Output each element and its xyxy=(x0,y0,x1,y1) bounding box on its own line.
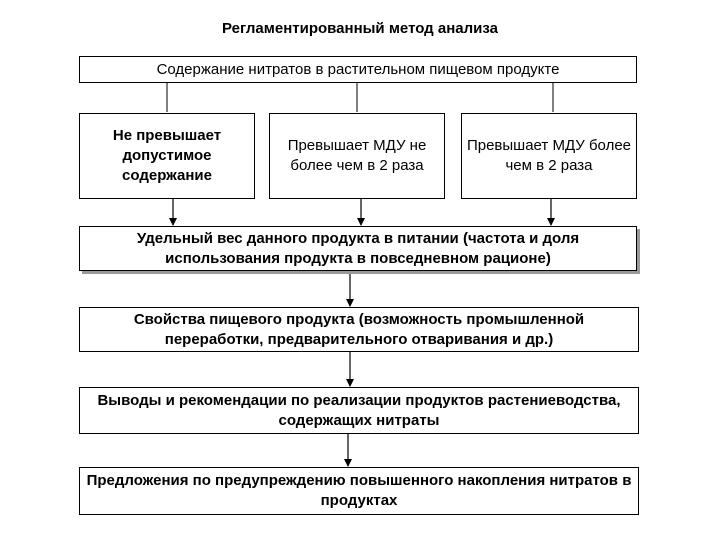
node-conclusions: Выводы и рекомендации по реализации продуктов растениеводства, содержащих нитраты xyxy=(79,387,639,434)
node-right: Превышает МДУ более чем в 2 раза xyxy=(461,113,637,199)
node-weight: Удельный вес данного продукта в питании (частота и доля использования продукта в повседневном рационе) xyxy=(79,226,637,271)
node-left: Не превышает допустимое содержание xyxy=(79,113,255,199)
node-properties: Свойства пищевого продукта (возможность промышленной переработки, предварительного отваривания и др.) xyxy=(79,307,639,352)
node-proposals: Предложения по предупреждению повышенного накопления нитратов в продуктах xyxy=(79,467,639,515)
diagram-title: Регламентированный метод анализа xyxy=(222,20,498,37)
node-top: Содержание нитратов в растительном пищевом продукте xyxy=(79,56,637,83)
node-middle: Превышает МДУ не более чем в 2 раза xyxy=(269,113,445,199)
